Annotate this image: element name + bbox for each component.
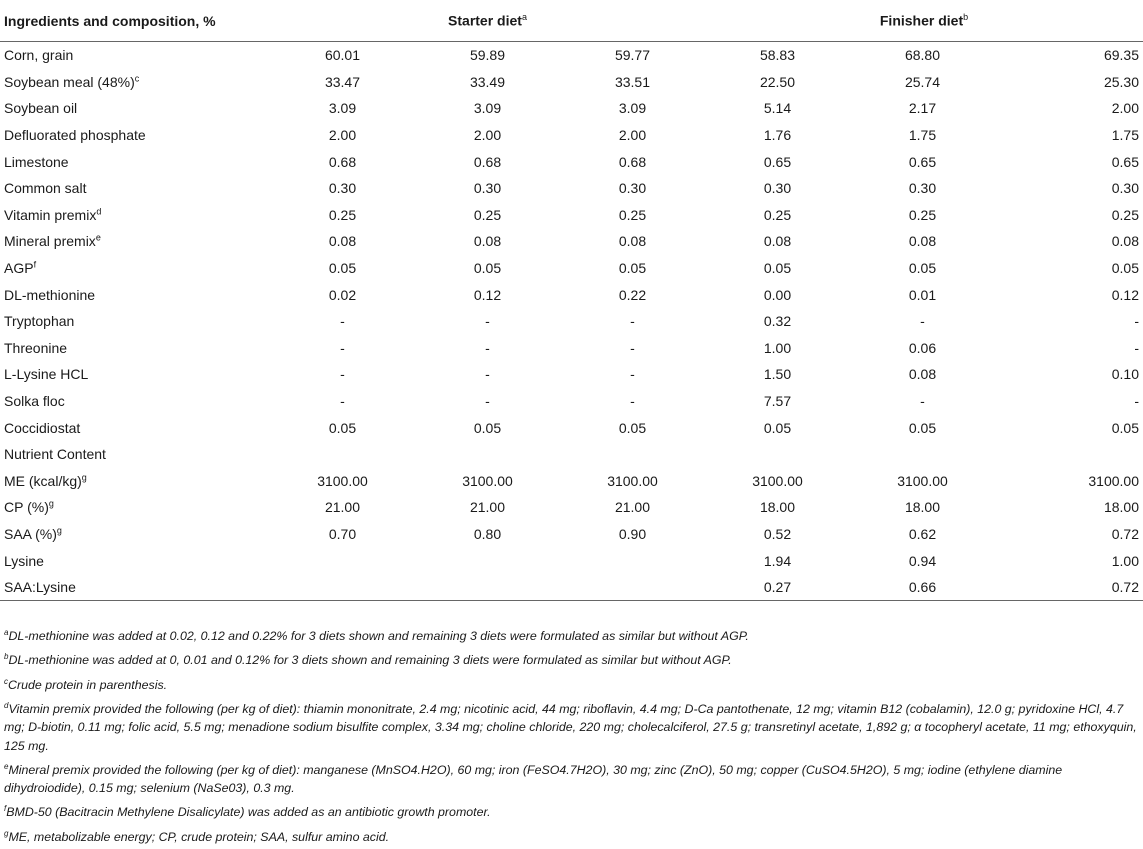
value-cell: 2.00 [618, 127, 647, 144]
value-cell [415, 441, 560, 468]
footnote-mark: g [4, 828, 9, 838]
value-cell [270, 547, 415, 574]
value-cell: 3100.00 [607, 472, 658, 489]
value-cell: 0.05 [1111, 419, 1139, 436]
row-label-text: ME (kcal/kg) [4, 472, 82, 489]
value-cell: 0.25 [908, 206, 937, 223]
table-row [0, 361, 1143, 388]
value-cell: 0.08 [1111, 233, 1139, 250]
value-cell: 69.35 [1103, 47, 1139, 64]
value-cell: 0.62 [908, 525, 937, 542]
value-cell: 0.30 [618, 180, 647, 197]
value-cell: 0.05 [473, 419, 502, 436]
footnote [4, 758, 1139, 798]
table-row [0, 202, 1143, 229]
table-body [0, 42, 1143, 601]
value-cell: 0.68 [618, 153, 647, 170]
column-header-finisher [705, 0, 1143, 42]
value-cell: 0.66 [850, 574, 995, 601]
table-row [0, 574, 1143, 601]
footnote-text: BMD-50 (Bacitracin Methylene Disalicylate) was added as an antibiotic growth promoter. [6, 805, 491, 820]
value-cell: 0.25 [618, 206, 647, 223]
value-cell: 0.27 [705, 574, 850, 601]
row-label-text: SAA (%) [4, 525, 57, 542]
row-label [0, 521, 270, 548]
footnote [4, 648, 1139, 669]
value-cell: 18.00 [1103, 499, 1139, 516]
value-cell: 0.32 [763, 313, 792, 330]
row-label [0, 95, 270, 122]
value-cell [415, 547, 560, 574]
value-cell: 0.05 [328, 260, 357, 277]
footnote [4, 673, 1139, 694]
row-label-text: CP (%) [4, 499, 49, 516]
footnote-text: ME, metabolizable energy; CP, crude protein; SAA, sulfur amino acid. [8, 829, 390, 844]
value-cell: 58.83 [759, 47, 796, 64]
value-cell: 18.00 [904, 499, 941, 516]
value-cell: 0.06 [908, 339, 937, 356]
value-cell: 0.12 [1111, 286, 1139, 303]
value-cell: 3100.00 [317, 472, 368, 489]
row-footnote-mark: g [48, 498, 54, 509]
value-cell: 0.22 [618, 286, 647, 303]
table-footnotes [4, 624, 1139, 849]
row-label-text: Limestone [4, 153, 69, 170]
row-label [0, 228, 270, 255]
value-cell [995, 441, 1143, 468]
value-cell: 0.94 [908, 552, 937, 569]
value-cell: - [340, 366, 345, 383]
table-row [0, 175, 1143, 202]
table-row [0, 228, 1143, 255]
value-cell: 59.89 [469, 47, 506, 64]
table-row [0, 148, 1143, 175]
row-label [0, 361, 270, 388]
value-cell: - [340, 393, 345, 410]
row-label [0, 281, 270, 308]
value-cell: 0.08 [763, 233, 792, 250]
footnote [4, 624, 1139, 645]
value-cell: 0.65 [908, 153, 937, 170]
row-label [0, 494, 270, 521]
value-cell: - [920, 393, 925, 410]
footnote-text: Mineral premix provided the following (per kg of diet): manganese (MnSO4.H2O), 60 mg; iron (FeSO4.7H2O), 30 mg; zinc (ZnO), 50 mg; copper (CuSO4.5H2O), 5 mg; iodine (ethylene diamine dihydroiodide), 0.15 mg; selenium (NaSe03), 0.3 mg. [4, 762, 1063, 796]
value-cell: 1.94 [763, 552, 792, 569]
value-cell: 1.00 [763, 339, 792, 356]
value-cell [560, 441, 705, 468]
value-cell: - [1134, 313, 1139, 330]
value-cell: - [1134, 393, 1139, 410]
value-cell: 2.00 [328, 127, 357, 144]
value-cell: - [485, 393, 490, 410]
table-row [0, 441, 1143, 468]
row-label [0, 388, 270, 415]
value-cell [270, 574, 415, 601]
value-cell: 0.08 [908, 233, 937, 250]
table-row [0, 335, 1143, 362]
footnote [4, 825, 1139, 846]
value-cell: 0.12 [473, 286, 502, 303]
row-label-text: Nutrient Content [4, 446, 106, 463]
row-label-text: Mineral premix [4, 233, 96, 250]
table-row [0, 388, 1143, 415]
value-cell: 0.65 [763, 153, 792, 170]
footnote [4, 697, 1139, 755]
value-cell: 0.05 [618, 419, 647, 436]
row-label [0, 441, 270, 468]
row-label-text: L-Lysine HCL [4, 366, 89, 383]
row-label [0, 42, 270, 69]
value-cell: 0.80 [473, 525, 502, 542]
row-label [0, 122, 270, 149]
value-cell: 0.72 [1111, 525, 1139, 542]
row-footnote-mark: d [96, 206, 102, 217]
value-cell: 5.14 [763, 100, 792, 117]
value-cell: - [340, 313, 345, 330]
row-label-text: Common salt [4, 180, 87, 197]
value-cell: 3100.00 [752, 472, 803, 489]
value-cell: 60.01 [324, 47, 361, 64]
row-footnote-mark: f [33, 259, 37, 270]
row-label [0, 202, 270, 229]
column-header-starter [270, 0, 705, 42]
value-cell: 68.80 [904, 47, 941, 64]
table-row [0, 42, 1143, 69]
value-cell: 0.05 [908, 260, 937, 277]
value-cell: 2.00 [1111, 100, 1139, 117]
value-cell: 25.74 [904, 73, 941, 90]
value-cell: - [485, 313, 490, 330]
footnote-mark: d [4, 700, 9, 710]
value-cell: 3100.00 [462, 472, 513, 489]
value-cell: 0.30 [473, 180, 502, 197]
value-cell: 0.65 [1111, 153, 1139, 170]
row-label-text: Threonine [4, 339, 68, 356]
value-cell: 59.77 [614, 47, 651, 64]
row-label [0, 69, 270, 96]
value-cell [270, 441, 415, 468]
value-cell: 0.08 [618, 233, 647, 250]
value-cell: 2.17 [908, 100, 937, 117]
value-cell: 0.68 [328, 153, 357, 170]
value-cell: 25.30 [1103, 73, 1139, 90]
table-row [0, 122, 1143, 149]
row-label-text: Solka floc [4, 393, 65, 410]
value-cell [705, 441, 850, 468]
table-row [0, 494, 1143, 521]
footnote-mark: e [4, 761, 9, 771]
column-header-label: Ingredients and composition, % [4, 12, 216, 29]
finisher-label: Finisher diet [879, 12, 964, 29]
value-cell: - [630, 366, 635, 383]
value-cell: 0.30 [328, 180, 357, 197]
value-cell: - [1134, 339, 1139, 356]
row-label-text: Soybean meal (48%) [4, 73, 135, 90]
value-cell: 0.25 [328, 206, 357, 223]
row-footnote-mark: g [56, 525, 62, 536]
footnote-text: Vitamin premix provided the following (per kg of diet): thiamin mononitrate, 2.4 mg; nicotinic acid, 44 mg; riboflavin, 4.4 mg; D-Ca pantothenate, 12 mg; vitamin B12 (cobalamin), 12.0 g; pyridoxine HCl, 4.7 mg; D-biotin, 0.11 mg; folic acid, 5.5 mg; menadione sodium bisulfite complex, 3.34 mg; choline chloride, 220 mg; cholecalciferol, 27.5 g; transretinyl acetate, 1,892 g; α tocopheryl acetate, 11 mg; ethoxyquin, 125 mg. [4, 702, 1137, 753]
value-cell: 0.08 [328, 233, 357, 250]
value-cell: - [630, 313, 635, 330]
value-cell: 0.01 [908, 286, 937, 303]
row-label [0, 255, 270, 282]
value-cell: 33.47 [324, 73, 361, 90]
value-cell: 1.75 [908, 127, 937, 144]
table-row [0, 414, 1143, 441]
value-cell: 0.70 [328, 525, 357, 542]
row-label-text: AGP [4, 260, 34, 277]
value-cell: 0.10 [1111, 366, 1139, 383]
row-footnote-mark: e [95, 232, 101, 243]
row-label-text: DL-methionine [4, 286, 96, 303]
row-footnote-mark: g [81, 472, 87, 483]
value-cell: 22.50 [759, 73, 796, 90]
value-cell [850, 441, 995, 468]
value-cell: 3100.00 [1088, 472, 1139, 489]
row-label [0, 308, 270, 335]
value-cell: 0.02 [328, 286, 357, 303]
footnote-text: DL-methionine was added at 0, 0.01 and 0.12% for 3 diets shown and remaining 3 diets were formulated as similar but without AGP. [8, 653, 732, 668]
value-cell: - [920, 313, 925, 330]
value-cell: 2.00 [473, 127, 502, 144]
value-cell: 0.30 [908, 180, 937, 197]
value-cell [560, 574, 705, 601]
value-cell: - [630, 339, 635, 356]
row-label [0, 148, 270, 175]
value-cell: 21.00 [614, 499, 651, 516]
row-label [0, 574, 270, 601]
value-cell: 33.49 [469, 73, 506, 90]
value-cell: 21.00 [324, 499, 361, 516]
footnote-mark: c [4, 676, 8, 686]
table-row [0, 69, 1143, 96]
starter-label: Starter diet [448, 12, 522, 29]
row-label [0, 175, 270, 202]
value-cell: 0.90 [618, 525, 647, 542]
footnote-mark: f [4, 804, 7, 814]
value-cell: 0.25 [763, 206, 792, 223]
value-cell: 0.30 [763, 180, 792, 197]
table-row [0, 547, 1143, 574]
value-cell: 0.52 [763, 525, 792, 542]
starter-footnote-mark: a [521, 12, 527, 23]
value-cell: 1.75 [1111, 127, 1139, 144]
value-cell: - [340, 339, 345, 356]
value-cell: 21.00 [469, 499, 506, 516]
value-cell: 0.05 [763, 419, 792, 436]
row-label-text: Defluorated phosphate [4, 127, 146, 144]
value-cell: 3.09 [473, 100, 502, 117]
value-cell: 3.09 [328, 100, 357, 117]
value-cell: 0.08 [473, 233, 502, 250]
footnote-mark: a [4, 628, 9, 637]
value-cell: 0.00 [763, 286, 792, 303]
row-label-text: Soybean oil [4, 100, 78, 117]
value-cell: 3.09 [618, 100, 647, 117]
row-label-text: Vitamin premix [4, 206, 97, 223]
value-cell: 18.00 [759, 499, 796, 516]
footnote [4, 800, 1139, 821]
row-label-text: Lysine [4, 552, 44, 569]
row-label-text: SAA:Lysine [4, 579, 76, 596]
value-cell: - [485, 366, 490, 383]
column-header-ingredients [0, 0, 270, 42]
value-cell: 0.05 [1111, 260, 1139, 277]
footnote-text: Crude protein in parenthesis. [8, 677, 168, 692]
value-cell: 33.51 [614, 73, 651, 90]
value-cell [415, 574, 560, 601]
value-cell: 0.05 [328, 419, 357, 436]
table-row [0, 308, 1143, 335]
value-cell: 0.25 [473, 206, 502, 223]
value-cell: 1.50 [763, 366, 792, 383]
value-cell: 0.05 [763, 260, 792, 277]
value-cell: 0.08 [908, 366, 937, 383]
footnote-text: DL-methionine was added at 0.02, 0.12 and 0.22% for 3 diets shown and remaining 3 diets were formulated as similar but without AGP. [8, 629, 749, 644]
row-footnote-mark: c [134, 73, 140, 84]
table-row [0, 521, 1143, 548]
table-row [0, 281, 1143, 308]
table-row [0, 95, 1143, 122]
row-label-text: Coccidiostat [4, 419, 81, 436]
value-cell: 1.00 [1111, 552, 1139, 569]
value-cell: 0.25 [1111, 206, 1139, 223]
value-cell: 0.72 [995, 574, 1143, 601]
value-cell: 0.68 [473, 153, 502, 170]
row-label [0, 335, 270, 362]
finisher-footnote-mark: b [963, 12, 969, 23]
value-cell: - [485, 339, 490, 356]
row-label [0, 468, 270, 495]
table-row [0, 468, 1143, 495]
value-cell: 0.05 [473, 260, 502, 277]
row-label-text: Corn, grain [4, 47, 74, 64]
table-row [0, 255, 1143, 282]
value-cell: 0.05 [618, 260, 647, 277]
value-cell: 0.05 [908, 419, 937, 436]
value-cell: - [630, 393, 635, 410]
value-cell: 0.30 [1111, 180, 1139, 197]
value-cell: 1.76 [763, 127, 792, 144]
value-cell [560, 547, 705, 574]
table-header-row [0, 0, 1143, 42]
footnote-mark: b [4, 652, 9, 662]
row-label [0, 547, 270, 574]
row-label-text: Tryptophan [4, 313, 75, 330]
value-cell: 3100.00 [897, 472, 948, 489]
value-cell: 7.57 [763, 393, 792, 410]
row-label [0, 414, 270, 441]
